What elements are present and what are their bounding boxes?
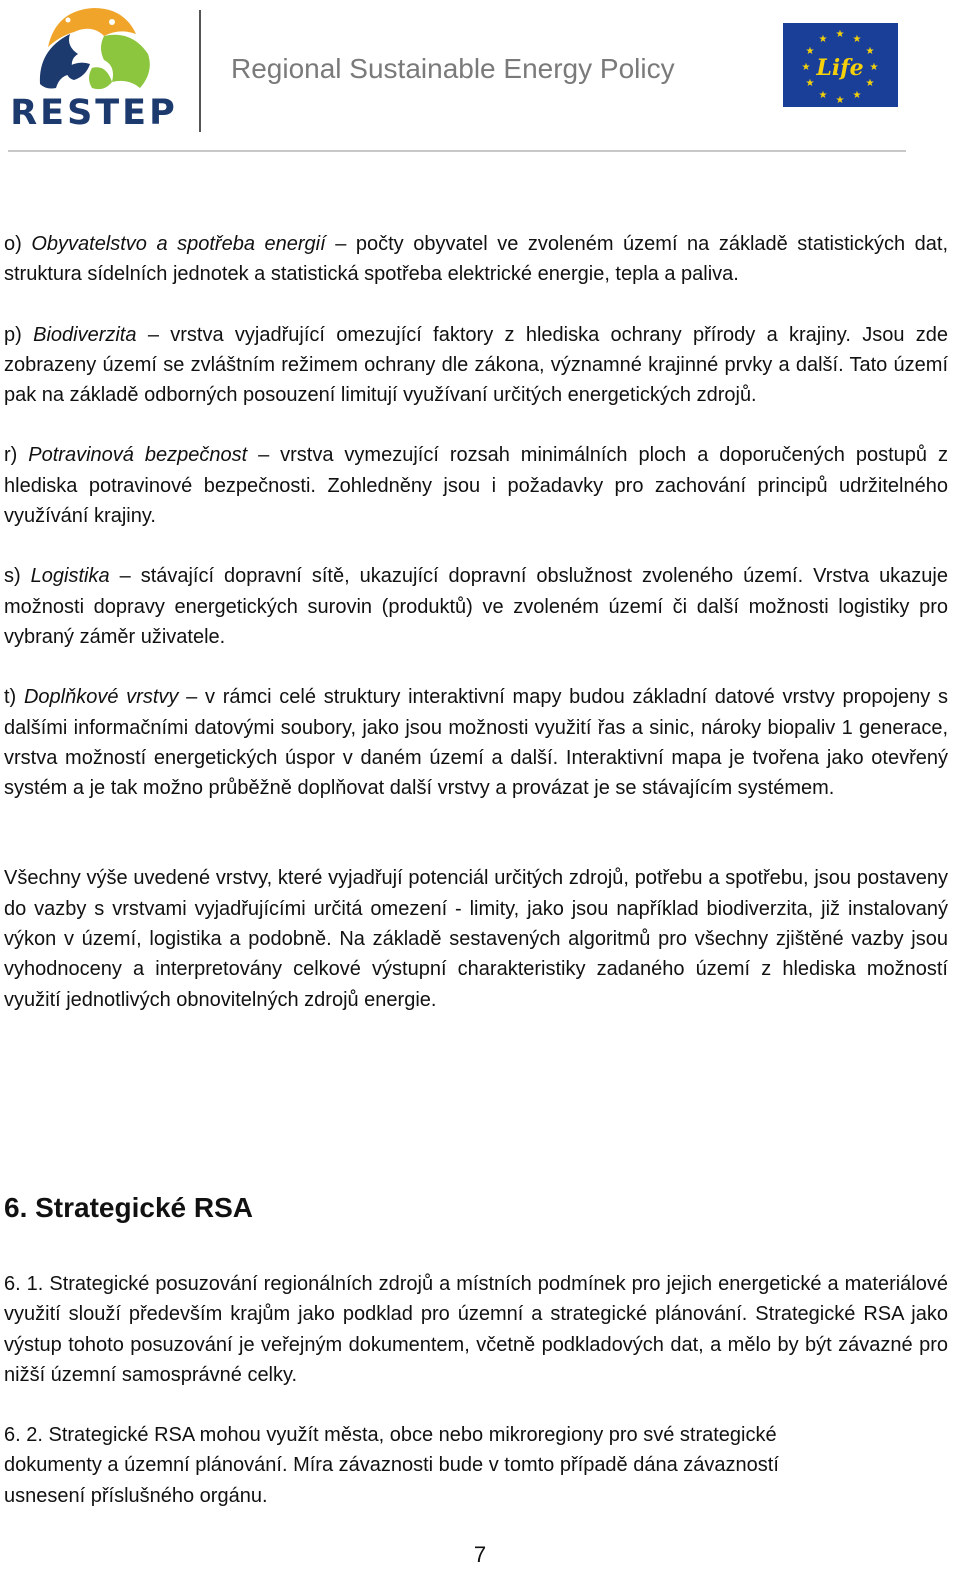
document-body xyxy=(4,229,948,1015)
paragraph-o: o) Obyvatelstvo a spotřeba energií – počty obyvatel ve zvoleném území na základě statistických dat, struktura sídelních jednotek a statistická spotřeba elektrické energie, tepla a paliva. xyxy=(4,233,949,286)
eu-life-logo xyxy=(783,23,898,107)
svg-text:★: ★ xyxy=(818,34,828,45)
paragraph-6-1: 6. 1. Strategické posuzování regionálních zdrojů a místních podmínek pro jejich energetické a materiálové využití slouží především krajům jako podklad pro územní a strategické plánování. Strategické RSA jako výstup tohoto posuzování je veřejným dokumentem, včetně podkladových dat, a mělo by být závazné pro nižší územní samosprávné celky. xyxy=(4,1273,948,1386)
svg-text:★: ★ xyxy=(805,46,815,57)
section-body xyxy=(4,1269,948,1511)
svg-text:★: ★ xyxy=(852,34,862,45)
paragraph-6-2-line: dokumenty a územní plánování. Míra závaznosti bude v tomto případě dána závazností xyxy=(4,1454,779,1477)
svg-text:★: ★ xyxy=(865,46,875,57)
paragraph-p: p) Biodiverzita – vrstva vyjadřující omezující faktory z hlediska ochrany přírody a krajiny. Jsou zde zobrazeny území se zvláštním režimem ochrany dle zákona, významné krajinné prvky a další. Tato území pak na základě odborných posouzení limitují využívaní určitých energetických zdrojů. xyxy=(4,323,949,407)
paragraph-r: r) Potravinová bezpečnost – vrstva vymezující rozsah minimálních ploch a doporučených postupů z hlediska potravinové bezpečnosti. Zohledněny jsou i požadavky pro zachování principů udržitelného využívání krajiny. xyxy=(4,444,948,528)
paragraph-s: s) Logistika – stávající dopravní sítě, ukazující dopravní obslužnost zvoleného území. Vrstva ukazuje možnosti dopravy energetických surovin (produktů) ve zvoleném území či další možnosti logistiky pro vybraný záměr uživatele. xyxy=(4,565,948,648)
term-potravinova-bezpecnost: Potravinová bezpečnost xyxy=(28,444,248,467)
svg-text:★: ★ xyxy=(835,95,845,106)
header-title: Regional Sustainable Energy Policy xyxy=(231,53,675,84)
svg-text:★: ★ xyxy=(805,78,815,89)
eu-life-text: Life xyxy=(816,55,864,81)
svg-text:★: ★ xyxy=(869,62,879,73)
svg-text:★: ★ xyxy=(818,90,828,101)
restep-logo-text: RESTEP xyxy=(10,93,178,133)
page-number: 7 xyxy=(473,1542,487,1567)
paragraph-summary: Všechny výše uvedené vrstvy, které vyjadřují potenciál určitých zdrojů, potřebu a spotřebu, jsou postaveny do vazby s vrstvami vyjadřujícími určitá omezení - limity, jako jsou například biodiverzita, již instalovaný výkon v území, logistika a podobně. Na základě sestavených algoritmů pro všechny zjištěné vazby jsou vyhodnoceny a interpretovány celkové výstupní charakteristiky zadaného území z hlediska možností využití jednotlivých obnovitelných zdrojů energie. xyxy=(4,867,948,1011)
section-heading: 6. Strategické RSA xyxy=(4,1192,253,1223)
svg-text:★: ★ xyxy=(865,78,875,89)
svg-text:★: ★ xyxy=(835,29,845,40)
paragraph-6-2 xyxy=(4,1420,948,1511)
term-biodiverzita: Biodiverzita xyxy=(33,323,137,346)
term-logistika: Logistika xyxy=(30,565,110,588)
paragraph-6-2-line: 6. 2. Strategické RSA mohou využít města, obce nebo mikroregiony pro své strategické xyxy=(4,1424,777,1447)
term-obyvatelstvo: Obyvatelstvo a spotřeba energií xyxy=(31,233,326,255)
svg-text:★: ★ xyxy=(801,62,811,73)
paragraph-t: t) Doplňkové vrstvy – v rámci celé struktury interaktivní mapy budou základní datové vrstvy propojeny s dalšími informačními datovými soubory, jako jsou možnosti využití řas a sinic, nároky biopaliv 1 generace, vrstva možností energetických úspor v daném území a další. Interaktivní mapa je tvořena jako otevřený systém a je tak možno průběžně doplňovat další vrstvy a provázat je se stávajícím systémem. xyxy=(4,686,949,800)
paragraph-6-2-line: usnesení příslušného orgánu. xyxy=(4,1484,268,1507)
header-divider xyxy=(199,10,201,132)
svg-text:★: ★ xyxy=(852,90,862,101)
term-doplnkove-vrstvy: Doplňkové vrstvy xyxy=(23,686,179,709)
header-rule xyxy=(8,150,906,152)
page-header xyxy=(0,0,960,160)
